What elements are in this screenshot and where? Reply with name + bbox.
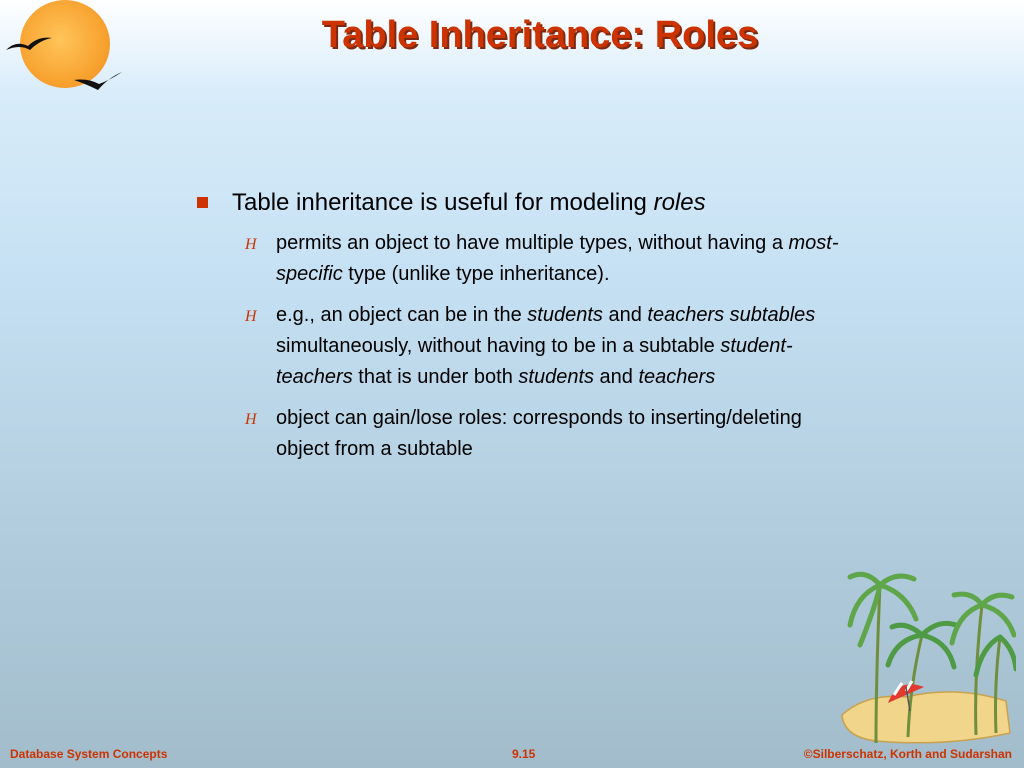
footer-page-number: 9.15 [512, 747, 536, 761]
sub-bullet-1: H permits an object to have multiple types, without having a most-specific type (unlike type inheritance). [190, 228, 856, 290]
palm-island-icon [836, 565, 1016, 745]
sub-bullet-icon: H [245, 236, 257, 253]
main-bullet: Table inheritance is useful for modeling roles [190, 186, 950, 220]
footer-copyright: ©Silberschatz, Korth and Sudarshan [803, 747, 1012, 761]
sub-bullet-icon: H [245, 308, 257, 325]
sub-bullet-2: H e.g., an object can be in the students and teachers subtables simultaneously, without having to be in a subtable student-teachers that is under both students and teachers [190, 300, 856, 393]
bird-icon [72, 70, 124, 92]
sub-bullet-3: H object can gain/lose roles: corresponds to inserting/deleting object from a subtable [190, 403, 856, 465]
square-bullet-icon [197, 197, 208, 208]
sub-bullet-icon: H [245, 411, 257, 428]
footer-course: Database System Concepts [10, 747, 168, 761]
slide-content [190, 186, 950, 475]
page-title: Table Inheritance: Roles [321, 14, 759, 56]
